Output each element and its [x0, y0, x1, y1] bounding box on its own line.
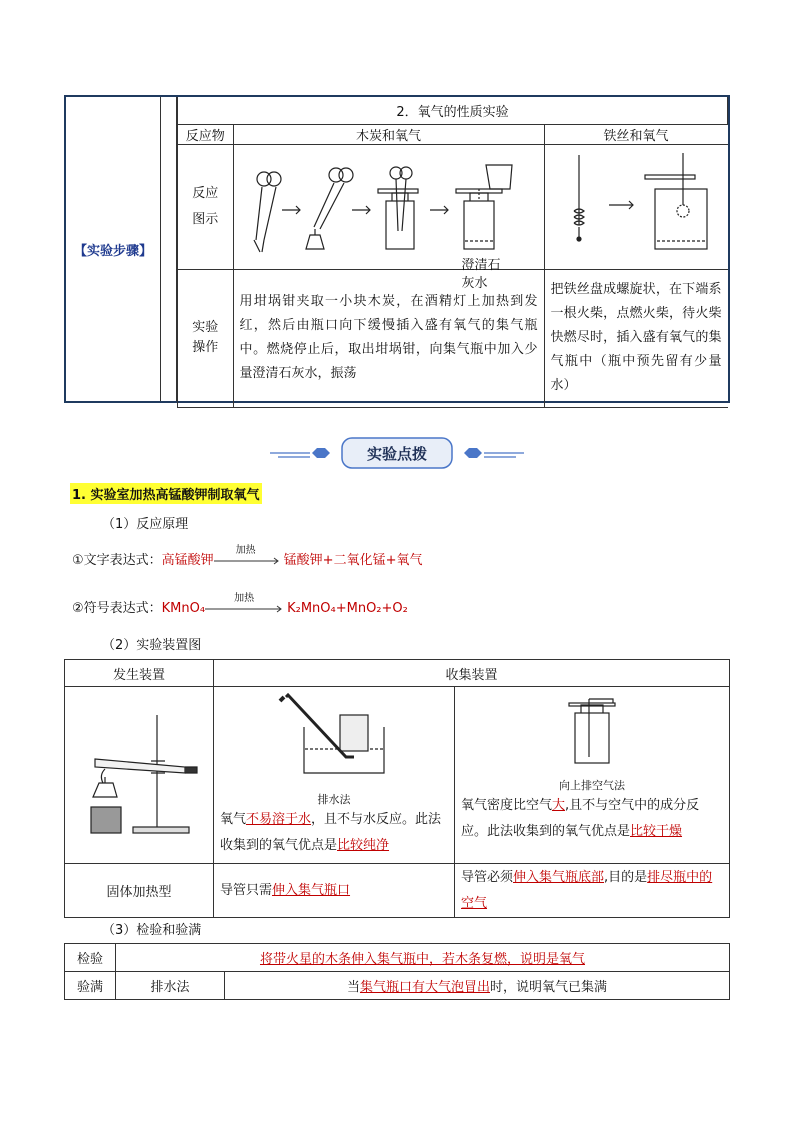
upward-air-illustration [455, 687, 727, 773]
symbol-equation-label: ②符号表达式： [72, 601, 162, 616]
air-tip [455, 864, 730, 918]
principle-heading: （1）反应原理 [102, 517, 189, 532]
symbol-equation [72, 593, 408, 616]
check-label: 检验 [65, 944, 116, 972]
iron-experiment-illustration [545, 145, 728, 265]
iron-diagram [544, 144, 728, 269]
desc-text: 氧气 [220, 812, 247, 827]
water-method-description [214, 807, 454, 859]
symbol-products: K₂MnO₄+MnO₂+O₂ [287, 601, 408, 616]
desc-answer: 比较干燥 [630, 824, 683, 839]
full-text-answer: 集气瓶口有大气泡冒出 [359, 980, 490, 995]
word-equation [72, 545, 423, 568]
symbol-reactant: KMnO₄ [161, 601, 206, 616]
condition-label: 加热 [235, 545, 256, 556]
desc-text: ，且不与水反应。此法收集到的氧气优点是 [220, 812, 442, 853]
reaction-arrow [205, 593, 287, 616]
condition-label: 加热 [234, 593, 255, 604]
air-method-description [455, 793, 729, 845]
desc-answer: 比较纯净 [337, 838, 390, 853]
table-title: 2．氧气的性质实验 [178, 97, 728, 124]
tip-text: 导管必须 [461, 869, 514, 885]
desc-answer: 不易溶于水 [246, 812, 312, 827]
water-tip [214, 864, 455, 918]
charcoal-experiment-illustration [234, 145, 544, 265]
desc-answer: 大 [552, 798, 566, 813]
full-method: 排水法 [116, 972, 225, 1000]
property-experiment-table [177, 97, 728, 408]
row-label-diagram: 反应图示 [178, 144, 234, 269]
charcoal-diagram [233, 144, 544, 291]
banner-title: 实验点拨 [366, 445, 427, 463]
apparatus-heading: （2）实验装置图 [102, 638, 202, 653]
full-label: 验满 [65, 972, 116, 1000]
air-method-cell [455, 687, 730, 864]
check-table [64, 943, 730, 1000]
reaction-arrow [214, 545, 284, 568]
word-products: 锰酸钾+二氧化锰+氧气 [283, 553, 423, 568]
water-method-cell [214, 687, 455, 864]
iron-operation-text: 把铁丝盘成螺旋状，在下端系一根火柴，点燃火柴，待火柴快燃尽时，插入盛有氧气的集气瓶中（瓶中预先留有少量水） [544, 269, 728, 407]
desc-text: ,且不与空气中的成分反应。此法收集到的氧气优点是 [461, 798, 700, 839]
apparatus-table [64, 659, 730, 918]
header-iron: 铁丝和氧气 [544, 124, 728, 144]
divider [160, 97, 161, 401]
limewater-label: 澄清石灰水 [461, 258, 501, 291]
air-method-caption: 向上排空气法 [559, 779, 625, 792]
charcoal-operation-text: 用坩埚钳夹取一小块木炭，在酒精灯上加热到发红，然后由瓶口向下缓慢插入盛有氧气的集气瓶中。燃烧停止后，取出坩埚钳，向集气瓶中加入少量澄清石灰水，振荡 [233, 269, 544, 407]
water-method-caption: 排水法 [317, 793, 351, 806]
full-text-part: 时，说明氧气已集满 [490, 980, 608, 995]
header-generate: 发生装置 [65, 660, 214, 687]
type-label: 固体加热型 [65, 864, 214, 918]
word-equation-label: ①文字表达式： [72, 553, 162, 568]
tip-text: 导管只需 [220, 882, 273, 898]
section-heading: 1. 实验室加热高锰酸钾制取氧气 [70, 483, 262, 504]
check-text: 将带火星的木条伸入集气瓶中，若木条复燃，说明是氧气 [116, 944, 730, 972]
steps-label: 【实验步骤】 [73, 243, 152, 259]
full-text-part: 当 [346, 980, 360, 995]
generator-diagram [65, 687, 214, 864]
header-collect: 收集装置 [214, 660, 730, 687]
tip-answer: 伸入集气瓶口 [272, 882, 351, 898]
tip-text: ,目的是 [604, 869, 648, 885]
heating-apparatus-illustration [65, 687, 213, 859]
water-displacement-illustration [214, 687, 454, 791]
word-reactant: 高锰酸钾 [161, 553, 214, 568]
tip-answer: 伸入集气瓶底部 [513, 869, 605, 885]
tip-answer: 排尽瓶中的空气 [461, 869, 713, 911]
check-heading: （3）检验和验满 [102, 923, 202, 938]
header-reactant: 反应物 [178, 124, 234, 144]
header-charcoal: 木炭和氧气 [233, 124, 544, 144]
desc-text: 氧气密度比空气 [461, 798, 553, 813]
full-text [225, 972, 730, 1000]
row-label-operation: 实验操作 [178, 269, 234, 407]
